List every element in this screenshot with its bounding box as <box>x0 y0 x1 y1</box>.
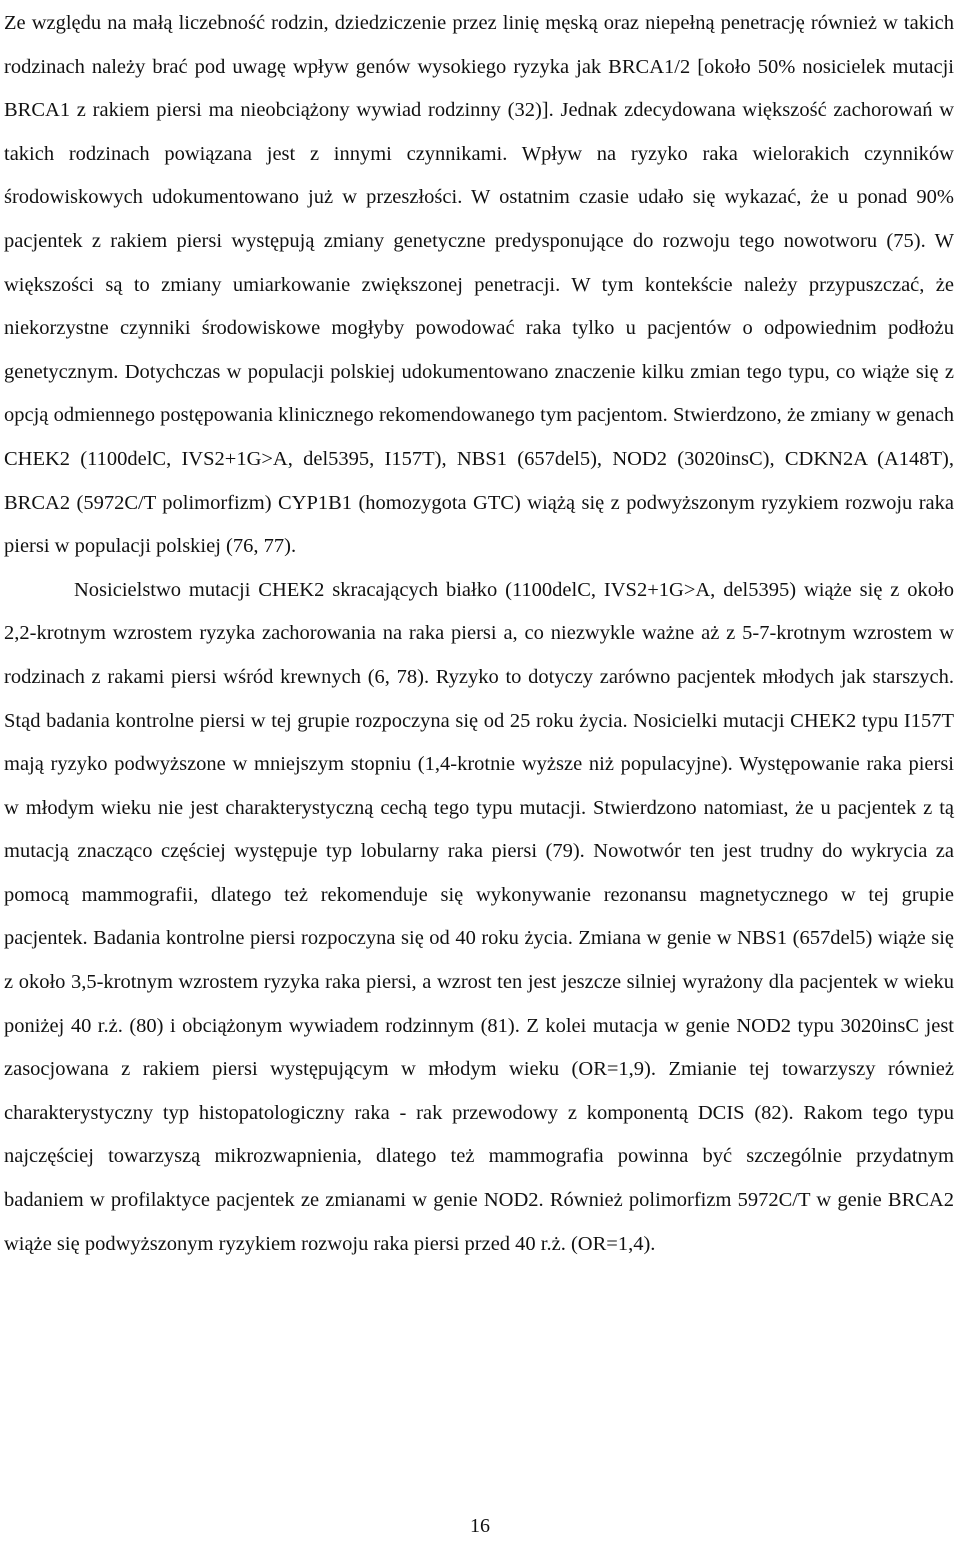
page-number: 16 <box>470 1515 490 1537</box>
body-text <box>4 2 954 1266</box>
paragraph-1: Ze względu na małą liczebność rodzin, dziedziczenie przez linię męską oraz niepełną penetrację również w takich rodzinach należy brać pod uwagę wpływ genów wysokiego ryzyka jak BRCA1/2 [około 50% nosicielek mutacji BRCA1 z rakiem piersi ma nieobciążony wywiad rodzinny (32)]. Jednak zdecydowana większość zachorowań w takich rodzinach powiązana jest z innymi czynnikami. Wpływ na ryzyko raka wielorakich czynników środowiskowych udokumentowano już w przeszłości. W ostatnim czasie udało się wykazać, że u ponad 90% pacjentek z rakiem piersi występują zmiany genetyczne predysponujące do rozwoju tego nowotworu (75). W większości są to zmiany umiarkowanie zwiększonej penetracji. W tym kontekście należy przypuszczać, że niekorzystne czynniki środowiskowe mogłyby powodować raka tylko u pacjentów o odpowiednim podłożu genetycznym. Dotychczas w populacji polskiej udokumentowano znaczenie kilku zmian tego typu, co wiąże się z opcją odmiennego postępowania klinicznego rekomendowanego tym pacjentom. Stwierdzono, że zmiany w genach CHEK2 (1100delC, IVS2+1G>A, del5395, I157T), NBS1 (657del5), NOD2 (3020insC), CDKN2A (A148T), BRCA2 (5972C/T polimorfizm) CYP1B1 (homozygota GTC) wiążą się z podwyższonym ryzykiem rozwoju raka piersi w populacji polskiej (76, 77). <box>4 12 954 558</box>
paragraph-2: Nosicielstwo mutacji CHEK2 skracających białko (1100delC, IVS2+1G>A, del5395) wiąże się z około 2,2-krotnym wzrostem ryzyka zachorowania na raka piersi a, co niezwykle ważne aż z 5-7-krotnym wzrostem w rodzinach z rakami piersi wśród krewnych (6, 78). Ryzyko to dotyczy zarówno pacjentek młodych jak starszych. Stąd badania kontrolne piersi w tej grupie rozpoczyna się od 25 roku życia. Nosicielki mutacji CHEK2 typu I157T mają ryzyko podwyższone w mniejszym stopniu (1,4-krotnie wyższe niż populacyjne). Występowanie raka piersi w młodym wieku nie jest charakterystyczną cechą tego typu mutacji. Stwierdzono natomiast, że u pacjentek z tą mutacją znacząco częściej występuje typ lobularny raka piersi (79). Nowotwór ten jest trudny do wykrycia za pomocą mammografii, dlatego też rekomenduje się wykonywanie rezonansu magnetycznego w tej grupie pacjentek. Badania kontrolne piersi rozpoczyna się od 40 roku życia. Zmiana w genie w NBS1 (657del5) wiąże się z około 3,5-krotnym wzrostem ryzyka raka piersi, a wzrost ten jest jeszcze silniej wyrażony dla pacjentek w wieku poniżej 40 r.ż. (80) i obciążonym wywiadem rodzinnym (81). Z kolei mutacja w genie NOD2 typu 3020insC jest zasocjowana z rakiem piersi występującym w młodym wieku (OR=1,9). Zmianie tej towarzyszy również charakterystyczny typ histopatologiczny raka - rak przewodowy z komponentą DCIS (82). Rakom tego typu najczęściej towarzyszą mikrozwapnienia, dlatego też mammografia powinna być szczególnie przydatnym badaniem w profilaktyce pacjentek ze zmianami w genie NOD2. Również polimorfizm 5972C/T w genie BRCA2 wiąże się podwyższonym ryzykiem rozwoju raka piersi przed 40 r.ż. (OR=1,4). <box>4 578 954 1255</box>
